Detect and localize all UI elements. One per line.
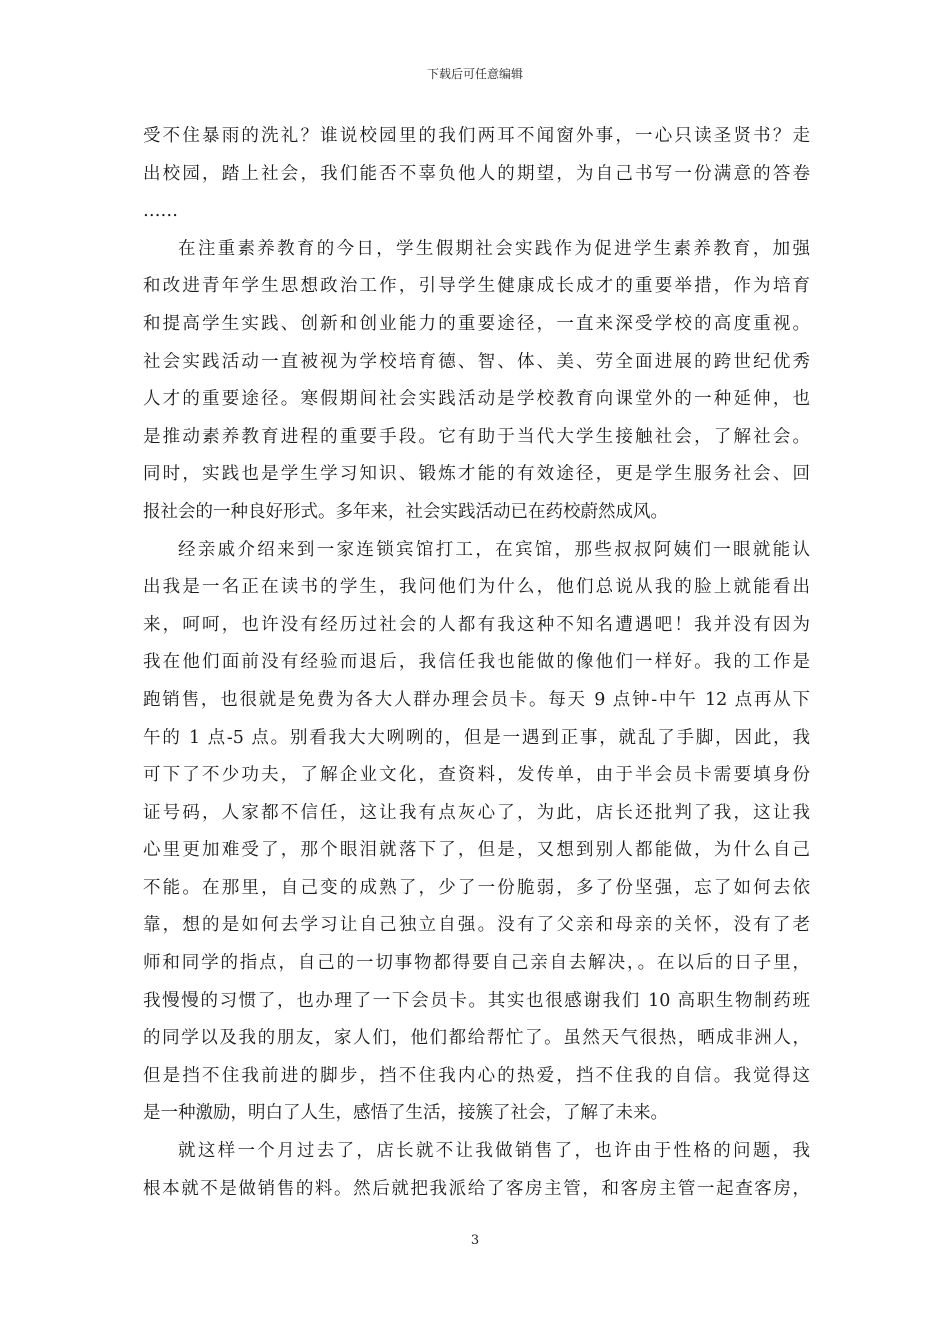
text-line: 社会实践活动一直被视为学校培育德、智、体、美、劳全面进展的跨世纪优秀 xyxy=(143,351,810,372)
text-line: 证号码，人家都不信任，这让我有点灰心了，为此，店长还批判了我，这让我 xyxy=(143,802,810,823)
text-line: 我在他们面前没有经验而退后，我信任我也能做的像他们一样好。我的工作是 xyxy=(143,652,810,673)
text-line: …… xyxy=(143,201,178,222)
text-line: 心里更加难受了，那个眼泪就落下了，但是，又想到别人都能做，为什么自己 xyxy=(143,840,810,861)
text-line: 可下了不少功夫，了解企业文化，查资料，发传单，由于半会员卡需要填身份 xyxy=(143,765,810,786)
text-line: 师和同学的指点，自己的一切事物都得要自己亲自去解决，。在以后的日子里， xyxy=(143,953,810,974)
text-line: 的同学以及我的朋友，家人们，他们都给帮忙了。虽然天气很热，晒成非洲人， xyxy=(143,1028,810,1049)
text-line: 来，呵呵，也许没有经历过社会的人都有我这种不知名遭遇吧！我并没有因为 xyxy=(143,614,810,635)
text-line: 不能。在那里，自己变的成熟了，少了一份脆弱，多了份坚强，忘了如何去依 xyxy=(143,877,810,898)
page-header: 下载后可任意编辑 xyxy=(426,67,523,81)
text-line: 人才的重要途径。寒假期间社会实践活动是学校教育向课堂外的一种延伸，也 xyxy=(143,389,810,410)
text-line: 是推动素养教育进程的重要手段。它有助于当代大学生接触社会，了解社会。 xyxy=(143,426,810,447)
text-line: 是一种激励，明白了人生，感悟了生活，接簇了社会，了解了未来。 xyxy=(143,1103,668,1124)
text-line: 靠，想的是如何去学习让自己独立自强。没有了父亲和母亲的关怀，没有了老 xyxy=(143,915,810,936)
text-line: 和改进青年学生思想政治工作，引导学生健康成长成才的重要举措，作为培育 xyxy=(143,276,810,297)
text-line: 出校园，踏上社会，我们能否不辜负他人的期望，为自己书写一份满意的答卷 xyxy=(143,163,810,184)
text-line: 根本就不是做销售的料。然后就把我派给了客房主管，和客房主管一起查客房， xyxy=(143,1178,810,1199)
text-line: 同时，实践也是学生学习知识、锻炼才能的有效途径，更是学生服务社会、回 xyxy=(143,464,810,485)
page-number: 3 xyxy=(470,1233,480,1248)
text-line: 报社会的一种良好形式。多年来，社会实践活动已在药校蔚然成风。 xyxy=(143,501,668,522)
text-line: 出我是一名正在读书的学生，我问他们为什么，他们总说从我的脸上就能看出 xyxy=(143,577,810,598)
text-line: 跑销售，也很就是免费为各大人群办理会员卡。每天 9 点钟-中午 12 点再从下 xyxy=(143,689,810,710)
paragraph-first-line: 就这样一个月过去了，店长就不让我做销售了，也许由于性格的问题，我 xyxy=(178,1141,810,1162)
body-text xyxy=(143,118,810,1208)
text-line: 我慢慢的习惯了，也办理了一下会员卡。其实也很感谢我们 10 高职生物制药班 xyxy=(143,990,810,1011)
text-line: 但是挡不住我前进的脚步，挡不住我内心的热爱，挡不住我的自信。我觉得这 xyxy=(143,1065,810,1086)
text-line: 受不住暴雨的洗礼？谁说校园里的我们两耳不闻窗外事，一心只读圣贤书？走 xyxy=(143,126,810,146)
text-line: 午的 1 点-5 点。别看我大大咧咧的，但是一遇到正事，就乱了手脚，因此，我 xyxy=(143,727,810,748)
paragraph-first-line: 在注重素养教育的今日，学生假期社会实践作为促进学生素养教育，加强 xyxy=(178,238,810,259)
text-line: 和提高学生实践、创新和创业能力的重要途径，一直来深受学校的高度重视。 xyxy=(143,313,810,334)
paragraph-first-line: 经亲戚介绍来到一家连锁宾馆打工，在宾馆，那些叔叔阿姨们一眼就能认 xyxy=(178,539,810,560)
